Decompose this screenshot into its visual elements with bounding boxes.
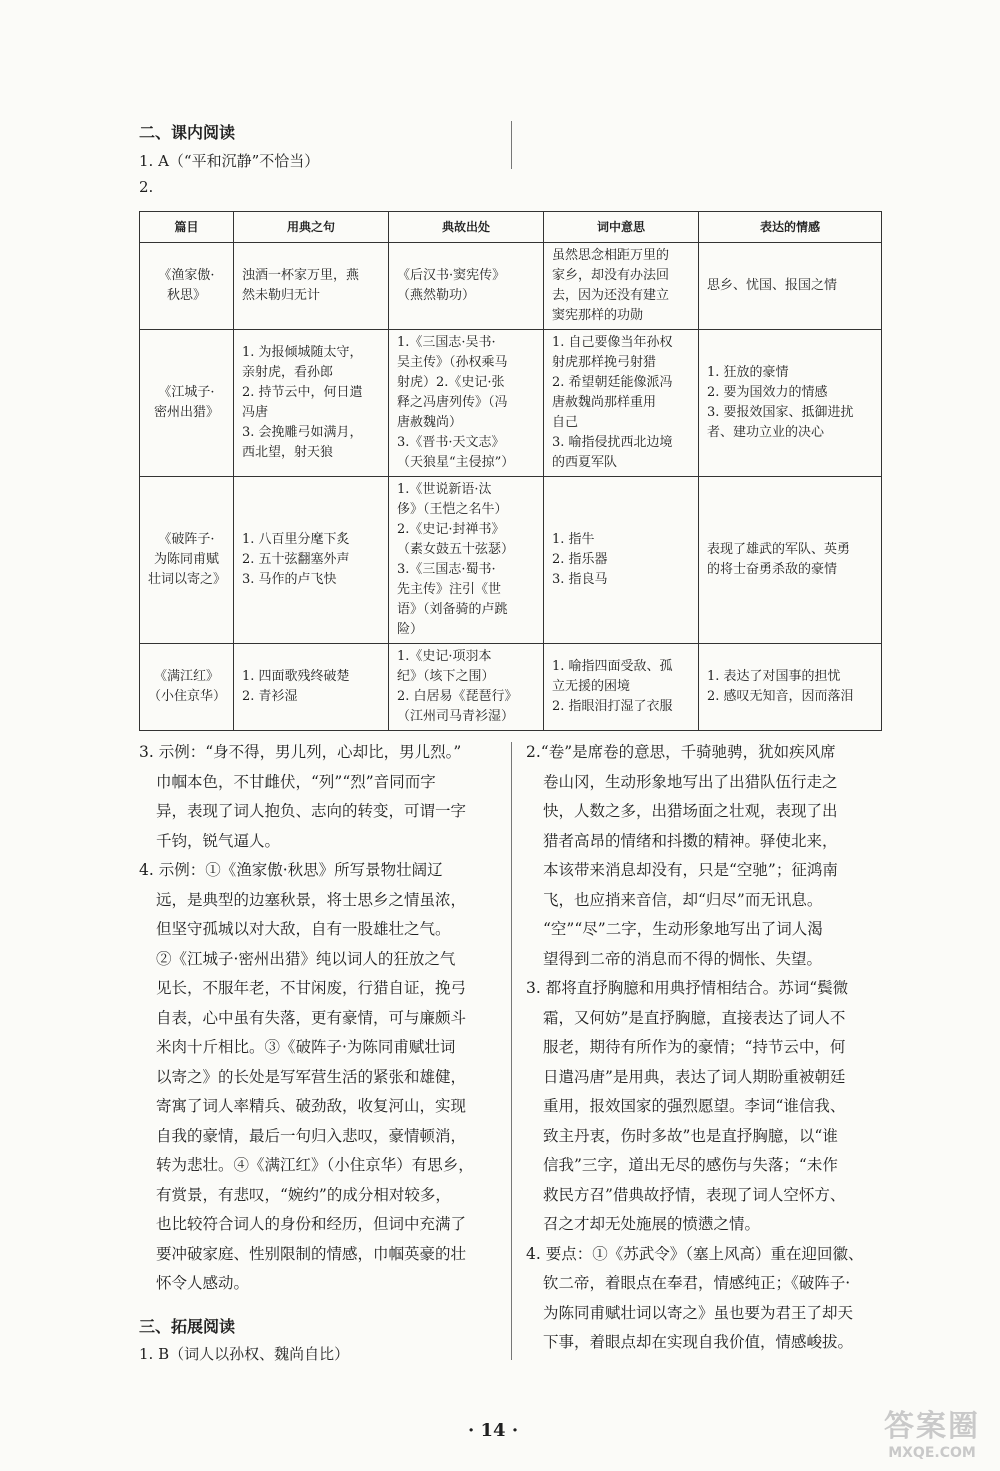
- table-row: [140, 477, 882, 644]
- cell-line: 《江城子·: [158, 385, 215, 400]
- cell-line: 1. 表达了对国事的担忧: [707, 669, 841, 684]
- page-number: · 14 ·: [468, 1420, 519, 1441]
- right-text-line: 日遣冯唐”是用典，表达了词人期盼重被朝廷: [543, 1067, 846, 1086]
- left-paragraph: [139, 856, 511, 1299]
- right-text-line: 服老，期待有所作为的豪情；“持节云中，何: [543, 1038, 846, 1056]
- top-divider: [511, 121, 512, 169]
- cell-line: 的西夏军队: [552, 455, 618, 470]
- cell-line: 唐赦魏尚）: [397, 415, 463, 430]
- left-text-line: 自表，心中虽有失落，更有豪情，可与廉颇斗: [156, 1008, 467, 1027]
- cell-line: 1. 八百里分麾下炙: [242, 532, 350, 547]
- left-text-line: 有赏景，有悲叹，“婉约”的成分相对较多，: [156, 1185, 451, 1204]
- cell-line: 亲射虎，看孙郎: [242, 365, 334, 380]
- cell-line: （江州司马青衫湿）: [397, 709, 515, 724]
- right-text-line: “空”“尽”二字，生动形象地写出了词人渴: [543, 920, 823, 938]
- cell-line: 3. 指良马: [552, 572, 608, 587]
- cell-line: 3. 马作的卢飞快: [242, 572, 337, 587]
- cell-quote: [234, 477, 389, 644]
- cell-line: 1. 狂放的豪情: [707, 365, 789, 380]
- cell-line: 密州出猎》: [153, 405, 219, 420]
- cell-line: 为陈同甫赋: [153, 552, 219, 567]
- cell-line: 射虎）2.《史记·张: [397, 375, 505, 390]
- right-paragraph: [526, 974, 906, 1240]
- right-text-line: 望得到二帝的消息而不得的惆怅、失望。: [543, 949, 823, 968]
- cell-title: [140, 644, 234, 731]
- cell-line: 1. 自己要像当年孙权: [552, 335, 673, 350]
- cell-line: 1.《世说新语·汰: [397, 482, 492, 497]
- cell-title: [140, 330, 234, 477]
- cell-line: 3.《晋书·天文志》: [397, 435, 505, 450]
- header-title: 篇目: [140, 212, 234, 243]
- left-text-line: 自我的豪情，最后一句归入悲叹，豪情顿消，: [156, 1126, 467, 1145]
- left-text-line: 转为悲壮。④《满江红》（小住京华）有思乡，: [156, 1156, 474, 1174]
- cell-line: 西北望，射天狼: [242, 445, 334, 460]
- cell-line: 2. 白居易《琵琶行》: [397, 689, 518, 704]
- cell-line: 语》（刘备骑的卢跳: [397, 602, 508, 617]
- cell-title: [140, 477, 234, 644]
- cell-line: 立无援的困境: [552, 679, 631, 694]
- cell-line: 释之冯唐列传》（冯: [397, 395, 508, 410]
- cell-line: 唐赦魏尚那样重用: [552, 395, 657, 410]
- cell-line: 2. 要为国效力的情感: [707, 385, 828, 400]
- left-text-line: 以寄之》的长处是写军营生活的紧张和雄健，: [156, 1067, 467, 1086]
- cell-line: 者、建功立业的决心: [707, 425, 825, 440]
- cell-title: [140, 243, 234, 330]
- cell-line: 2. 指乐器: [552, 552, 608, 567]
- cell-line: （小住京华）: [148, 689, 227, 704]
- right-text-line: 卷山冈，生动形象地写出了出猎队伍行走之: [543, 772, 838, 791]
- cell-line: 3. 会挽雕弓如满月，: [242, 425, 363, 440]
- left-text-line: 千钧，锐气逼人。: [156, 831, 281, 850]
- left-text-line: 但坚守孤城以对大敌，自有一股雄壮之气。: [156, 920, 451, 938]
- column-divider: [511, 742, 512, 1360]
- right-text-line: 飞，也应捎来音信，却“归尽”而无讯息。: [543, 890, 823, 909]
- cell-line: 《破阵子·: [158, 532, 215, 547]
- cell-line: 2.《史记·封禅书》: [397, 522, 505, 537]
- cell-line: 1.《三国志·吴书·: [397, 335, 496, 350]
- cell-emotion: [699, 243, 882, 330]
- cell-line: 《满江红》: [153, 669, 219, 684]
- right-text-line: 4. 要点：①《苏武令》（塞上风高）重在迎回徽、: [526, 1244, 864, 1263]
- cell-line: 思乡、忧国、报国之情: [707, 278, 838, 293]
- cell-line: 侈》（王恺之名牛）: [397, 502, 508, 517]
- right-text-line: 下事，着眼点却在实现自我价值，情感峻拔。: [543, 1333, 854, 1351]
- left-text-line: 要冲破家庭、性别限制的情感，巾帼英豪的壮: [156, 1244, 467, 1263]
- table-body: [140, 243, 882, 731]
- header-quote: 用典之句: [234, 212, 389, 243]
- cell-meaning: [544, 477, 699, 644]
- cell-line: 3.《三国志·蜀书·: [397, 562, 496, 577]
- right-text-line: 快，人数之多，出猎场面之壮观，表现了出: [543, 802, 838, 820]
- cell-line: 窦宪那样的功勋: [552, 308, 644, 323]
- cell-line: 去，因为还没有建立: [552, 288, 670, 303]
- cell-source: [389, 477, 544, 644]
- cell-line: 然未勒归无计: [242, 288, 321, 303]
- cell-line: 2. 感叹无知音，因而落泪: [707, 689, 854, 704]
- header-emotion: 表达的情感: [699, 212, 882, 243]
- table-row: [140, 330, 882, 477]
- cell-line: 2. 五十弦翻塞外声: [242, 552, 350, 567]
- left-paragraph: [139, 738, 511, 856]
- left-text-line: 怀令人感动。: [156, 1274, 250, 1292]
- cell-emotion: [699, 644, 882, 731]
- cell-line: 1. 喻指四面受敌、孤: [552, 659, 673, 674]
- right-paragraph: [526, 738, 906, 974]
- cell-line: 射虎那样挽弓射猎: [552, 355, 657, 370]
- header-meaning: 词中意思: [544, 212, 699, 243]
- right-column: [526, 738, 906, 1358]
- table-row: [140, 644, 882, 731]
- left-text-line: 米肉十斤相比。③《破阵子·为陈同甫赋壮词: [156, 1038, 456, 1056]
- cell-line: 3. 喻指侵扰西北边境: [552, 435, 673, 450]
- watermark-sub: MXQE.COM: [888, 1445, 976, 1461]
- right-text-line: 致主丹衷，伤时多故”也是直抒胸臆，以“谁: [543, 1126, 838, 1145]
- cell-line: 2. 指眼泪打湿了衣服: [552, 699, 673, 714]
- cell-line: 2. 持节云中，何日遣: [242, 385, 363, 400]
- cell-line: 秋思》: [166, 288, 206, 303]
- cell-line: （燕然勒功）: [397, 288, 476, 303]
- left-text-line: 见长，不服年老，不甘闲废，行猎自证，挽弓: [156, 979, 467, 997]
- answer-table: [139, 211, 882, 731]
- right-text-line: 霜，又何妨”是直抒胸臆，直接表达了词人不: [543, 1008, 846, 1027]
- cell-emotion: [699, 477, 882, 644]
- section2-heading: 二、课内阅读: [139, 123, 236, 142]
- table-header-row: [140, 212, 882, 243]
- left-text-line: 异，表现了词人抱负、志向的转变，可谓一字: [156, 802, 467, 820]
- right-text-line: 2.“卷”是席卷的意思，千骑驰骋，犹如疾风席: [526, 743, 836, 761]
- cell-line: 虽然思念相距万里的: [552, 248, 670, 263]
- cell-line: 家乡，却没有办法回: [552, 268, 670, 283]
- section3-heading: 三、拓展阅读: [139, 1317, 236, 1336]
- cell-line: 先主传》注引《世: [397, 582, 502, 597]
- cell-meaning: [544, 644, 699, 731]
- cell-quote: [234, 644, 389, 731]
- left-column: [139, 738, 511, 1299]
- cell-line: 1.《史记·项羽本: [397, 649, 492, 664]
- cell-line: 自己: [552, 415, 579, 430]
- left-text-line: 也比较符合词人的身份和经历，但词中充满了: [156, 1215, 467, 1233]
- table-row: [140, 243, 882, 330]
- cell-line: 冯唐: [242, 405, 269, 420]
- cell-meaning: [544, 330, 699, 477]
- watermark-logo: [884, 1401, 980, 1461]
- cell-line: 的将士奋勇杀敌的豪情: [707, 562, 838, 577]
- header-source: 典故出处: [389, 212, 544, 243]
- cell-line: 《后汉书·窦宪传》: [397, 268, 506, 283]
- cell-line: 吴主传》（孙权乘马: [397, 355, 508, 370]
- left-text-line: 巾帼本色，不甘雌伏，“列”“烈”音同而字: [156, 772, 436, 791]
- cell-source: [389, 243, 544, 330]
- left-text-line: ②《江城子·密州出猎》纯以词人的狂放之气: [156, 949, 456, 968]
- cell-line: 浊酒一杯家万里，燕: [242, 268, 360, 283]
- cell-line: 纪》（垓下之围）: [397, 669, 495, 684]
- right-paragraph: [526, 1240, 906, 1358]
- cell-quote: [234, 243, 389, 330]
- left-text-line: 远，是典型的边塞秋景，将士思乡之情虽浓，: [156, 890, 467, 909]
- left-text-line: 3. 示例：“身不得，男儿列，心却比，男儿烈。”: [139, 743, 462, 761]
- cell-meaning: [544, 243, 699, 330]
- cell-line: 1. 四面歌残终破楚: [242, 669, 350, 684]
- cell-line: 险）: [397, 622, 424, 637]
- cell-line: 壮词以寄之》: [148, 572, 227, 587]
- cell-line: 1. 指牛: [552, 532, 595, 547]
- cell-line: （素女鼓五十弦瑟）: [397, 542, 515, 557]
- cell-source: [389, 330, 544, 477]
- section2-q1: 1. A（“平和沉静”不恰当）: [139, 152, 320, 170]
- right-text-line: 钦二帝，着眼点在奉君，情感纯正；《破阵子·: [543, 1274, 851, 1292]
- cell-line: 1. 为报倾城随太守，: [242, 345, 363, 360]
- left-text-line: 寄寓了词人率精兵、破劲敌，收复河山，实现: [156, 1097, 467, 1115]
- right-text-line: 猎者高昂的情绪和抖擞的精神。驿使北来，: [543, 831, 838, 850]
- right-text-line: 重用，报效国家的强烈愿望。李词“谁信我、: [543, 1097, 846, 1115]
- watermark-main: 答案圈: [884, 1409, 980, 1444]
- cell-line: 《渔家傲·: [158, 268, 215, 283]
- cell-line: 3. 要报效国家、抵御进扰: [707, 405, 854, 420]
- right-text-line: 救民方召”借典故抒情，表现了词人空怀方、: [543, 1185, 846, 1204]
- cell-line: 2. 希望朝廷能像派冯: [552, 375, 673, 390]
- cell-quote: [234, 330, 389, 477]
- right-text-line: 为陈同甫赋壮词以寄之》虽也要为君王了却天: [543, 1303, 854, 1322]
- cell-line: 2. 青衫湿: [242, 689, 298, 704]
- cell-line: 表现了雄武的军队、英勇: [707, 542, 851, 557]
- cell-line: （天狼星“主侵掠”）: [397, 455, 515, 470]
- cell-source: [389, 644, 544, 731]
- right-text-line: 本该带来消息却没有，只是“空驰”；征鸿南: [543, 861, 838, 879]
- right-text-line: 信我”三字，道出无尽的感伤与失落；“未作: [543, 1156, 838, 1174]
- section2-q2: 2.: [139, 178, 154, 196]
- right-text-line: 召之才却无处施展的愤懑之情。: [543, 1215, 761, 1233]
- left-text-line: 4. 示例：①《渔家傲·秋思》所写景物壮阔辽: [139, 861, 443, 879]
- right-text-line: 3. 都将直抒胸臆和用典抒情相结合。苏词“鬓微: [526, 979, 849, 997]
- cell-emotion: [699, 330, 882, 477]
- section3-q1: 1. B（词人以孙权、魏尚自比）: [139, 1345, 350, 1363]
